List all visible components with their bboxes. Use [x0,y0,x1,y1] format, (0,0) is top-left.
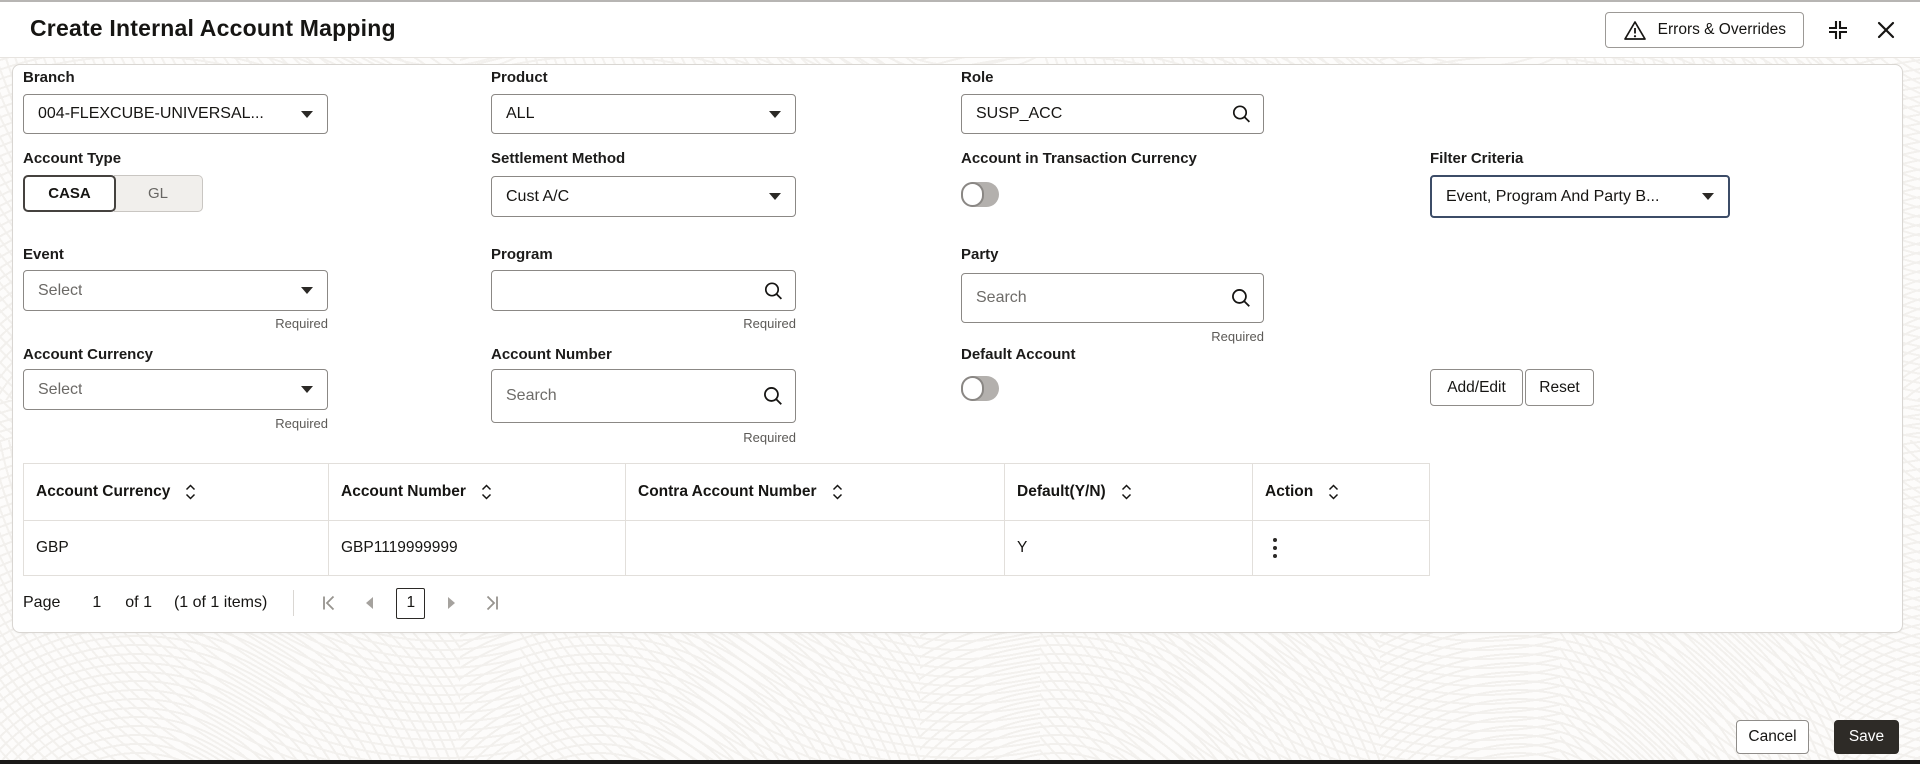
table-header-row [24,464,1429,521]
filter-criteria-label: Filter Criteria [1430,150,1524,167]
chevron-down-icon [301,386,313,393]
close-icon [1875,19,1897,41]
branch-label: Branch [23,69,75,86]
cell-default-yn: Y [1005,521,1253,575]
event-placeholder: Select [38,281,83,299]
toggle-knob [961,376,984,401]
column-header-default-yn[interactable]: Default(Y/N) [1005,464,1253,520]
page-label: Page [23,594,61,611]
account-currency-placeholder: Select [38,380,83,398]
chevron-down-icon [769,193,781,200]
form-card [12,64,1903,633]
filter-criteria-select[interactable] [1430,175,1730,218]
last-page-icon[interactable] [479,590,505,616]
product-select[interactable] [491,94,796,134]
save-button[interactable]: Save [1834,720,1899,754]
close-button[interactable] [1872,16,1900,44]
reset-button[interactable]: Reset [1525,369,1594,406]
collapse-window-button[interactable] [1824,16,1852,44]
window-bottom-edge [0,760,1920,764]
page-number-input[interactable]: 1 [92,594,102,611]
previous-page-icon[interactable] [356,590,382,616]
party-input[interactable] [961,273,1264,323]
header-bar [0,2,1920,58]
footer-actions [1736,720,1899,754]
column-header-account-currency[interactable]: Account Currency [24,464,329,520]
pagination-separator [293,590,294,616]
branch-select[interactable] [23,94,328,134]
party-required-text: Required [1211,329,1264,344]
party-field [961,273,1264,323]
sort-icon [481,484,492,500]
current-page-button[interactable]: 1 [396,588,425,619]
add-edit-button[interactable]: Add/Edit [1430,369,1523,406]
chevron-down-icon [301,111,313,118]
chevron-down-icon [301,287,313,294]
event-label: Event [23,246,64,263]
sort-icon [1121,484,1132,500]
account-number-label: Account Number [491,346,612,363]
default-account-label: Default Account [961,346,1076,363]
account-number-input[interactable] [491,369,796,423]
cell-account-currency: GBP [24,521,329,575]
account-currency-select[interactable] [23,369,328,410]
settlement-method-value: Cust A/C [506,187,570,205]
collapse-icon [1826,18,1850,42]
warning-icon [1623,20,1647,41]
event-select[interactable] [23,270,328,311]
account-in-txn-currency-toggle[interactable] [961,182,999,207]
column-header-contra-account-number[interactable]: Contra Account Number [626,464,1005,520]
items-count-text: (1 of 1 items) [173,594,268,611]
program-required-text: Required [743,316,796,331]
role-label: Role [961,69,994,86]
account-currency-label: Account Currency [23,346,154,363]
column-header-action[interactable]: Action [1253,464,1429,520]
settlement-method-label: Settlement Method [491,150,626,167]
sort-icon [1328,484,1339,500]
sort-icon [832,484,843,500]
account-type-label: Account Type [23,150,122,167]
filter-criteria-value: Event, Program And Party B... [1446,187,1660,205]
event-required-text: Required [275,316,328,331]
cancel-button[interactable]: Cancel [1736,720,1809,754]
default-account-toggle[interactable] [961,376,999,401]
mapping-table [23,463,1430,576]
program-input[interactable] [491,270,796,311]
column-header-account-number[interactable]: Account Number [329,464,626,520]
cell-contra-account-number [626,521,1005,575]
account-number-required-text: Required [743,430,796,445]
role-field [961,94,1264,134]
product-value: ALL [506,105,535,122]
account-type-gl-button[interactable]: GL [114,175,203,212]
toggle-knob [961,182,984,207]
first-page-icon[interactable] [316,590,342,616]
next-page-icon[interactable] [439,590,465,616]
page-of-text: of 1 [125,594,152,611]
account-type-segmented [23,175,203,212]
sort-icon [185,484,196,500]
account-in-txn-currency-label: Account in Transaction Currency [961,150,1197,167]
chevron-down-icon [769,111,781,118]
table-row [24,521,1429,575]
program-field [491,270,796,311]
pagination [23,586,505,620]
account-number-field [491,369,796,423]
role-input[interactable] [961,94,1264,134]
chevron-down-icon [1702,193,1714,200]
page-title: Create Internal Account Mapping [30,15,396,41]
cell-action [1253,521,1429,575]
kebab-menu-icon[interactable] [1265,532,1285,564]
header-actions [1605,2,1900,58]
errors-overrides-label: Errors & Overrides [1657,21,1786,38]
settlement-method-select[interactable] [491,176,796,217]
account-currency-required-text: Required [275,416,328,431]
party-label: Party [961,246,999,263]
program-label: Program [491,246,553,263]
branch-value: 004-FLEXCUBE-UNIVERSAL... [38,105,264,122]
errors-overrides-button[interactable] [1605,12,1804,48]
account-type-casa-button[interactable]: CASA [23,175,116,212]
product-label: Product [491,69,548,86]
cell-account-number: GBP1119999999 [329,521,626,575]
